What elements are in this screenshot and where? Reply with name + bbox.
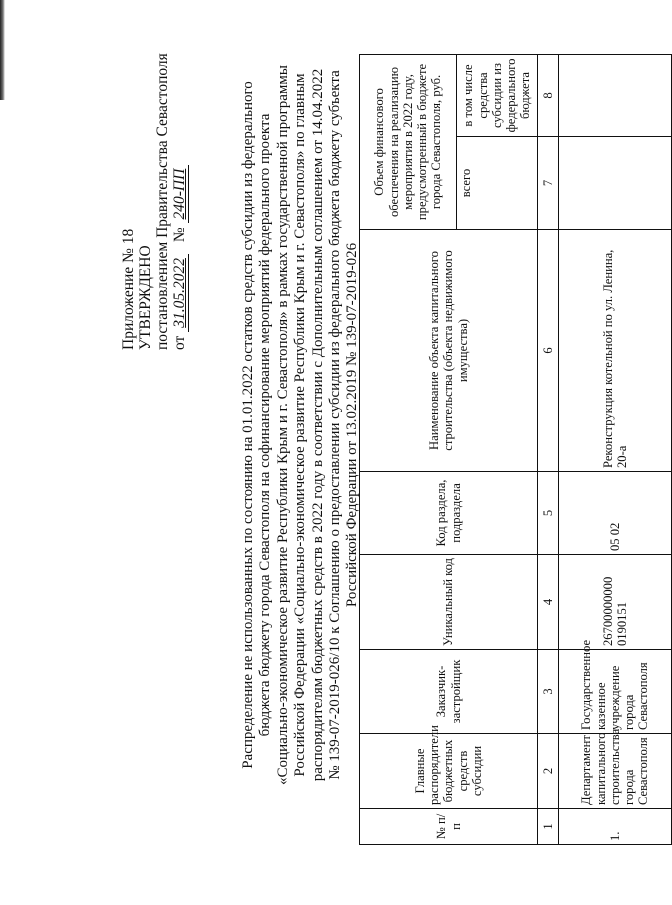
header-customer: Заказчик-застройщик xyxy=(360,650,538,734)
document-heading xyxy=(240,25,362,825)
header-funding: Объем финансового обеспечения на реализацию мероприятия в 2022 году, предусмотренный в бюджете города Севастополя, руб. xyxy=(360,54,457,229)
heading-line: распорядителям бюджетных средств в 2022 году в соответствии с Дополнительным соглашением от 14.04.2022 xyxy=(309,68,326,782)
from-label: от xyxy=(171,335,188,350)
column-number: 1 xyxy=(538,809,559,845)
distribution-table xyxy=(359,54,672,845)
row-customer: Государственное казенное учреждение города Севастополя xyxy=(559,650,672,734)
column-number: 6 xyxy=(538,230,559,472)
approved-label: УТВЕРЖДЕНО xyxy=(137,245,154,350)
approval-block xyxy=(120,53,189,350)
header-section: Код раздела, подраздела xyxy=(360,472,538,555)
header-distributors: Главные распорядители бюджетных средств субсидии xyxy=(360,734,538,809)
column-number-row xyxy=(538,54,559,844)
column-number: 7 xyxy=(538,137,559,230)
appendix-number: Приложение № 18 xyxy=(120,228,137,350)
row-code: 26700000000 0190151 xyxy=(559,555,672,650)
heading-line: Распределение не использованных по состоянию на 01.01.2022 остатков средств субсидии из федерального xyxy=(240,81,256,769)
heading-line: Российской Федерации от 13.02.2019 № 139-07-2019-026 xyxy=(344,242,361,608)
header-total: всего xyxy=(457,137,538,230)
row-total xyxy=(559,137,672,230)
date-line xyxy=(171,53,189,350)
resolution-number: 240-ПП xyxy=(171,165,189,224)
column-number: 4 xyxy=(538,555,559,650)
heading-line: «Социально-экономическое развитие Республики Крым и г. Севастополя» в рамках государственной программы xyxy=(274,65,291,785)
row-object: Реконструкция котельной по ул. Ленина, 20-а xyxy=(559,230,672,472)
header-num: № п/п xyxy=(360,809,538,845)
header-object: Наименование объекта капитального строительства (объекта недвижимого имущества) xyxy=(360,230,538,472)
table-header-row xyxy=(360,54,457,844)
column-number: 8 xyxy=(538,54,559,136)
heading-line: бюджета бюджету города Севастополя на софинансирование мероприятий федерального проекта xyxy=(257,113,274,737)
resolution-date: 31.05.2022 xyxy=(171,254,189,332)
heading-line: № 139-07-2019-026/10 к Соглашению о предоставлении субсидии из федерального бюджета бюджету субъекта xyxy=(327,70,344,780)
row-distributor: Департамент капитального строительства города Севастополя xyxy=(559,734,672,809)
heading-line: Российской Федерации «Социально-экономическое развитие Республики Крым и г. Севастополя» по главным xyxy=(292,73,309,777)
header-federal: в том числе средства субсидии из федерального бюджета xyxy=(457,54,538,136)
table-row xyxy=(559,54,672,844)
resolution-line: постановлением Правительства Севастополя xyxy=(154,53,171,350)
row-num: 1. xyxy=(559,809,672,845)
row-federal xyxy=(559,54,672,136)
number-label: № xyxy=(171,227,188,243)
header-code: Уникальный код xyxy=(360,555,538,650)
column-number: 3 xyxy=(538,650,559,734)
row-section: 05 02 xyxy=(559,472,672,555)
column-number: 2 xyxy=(538,734,559,809)
column-number: 5 xyxy=(538,472,559,555)
